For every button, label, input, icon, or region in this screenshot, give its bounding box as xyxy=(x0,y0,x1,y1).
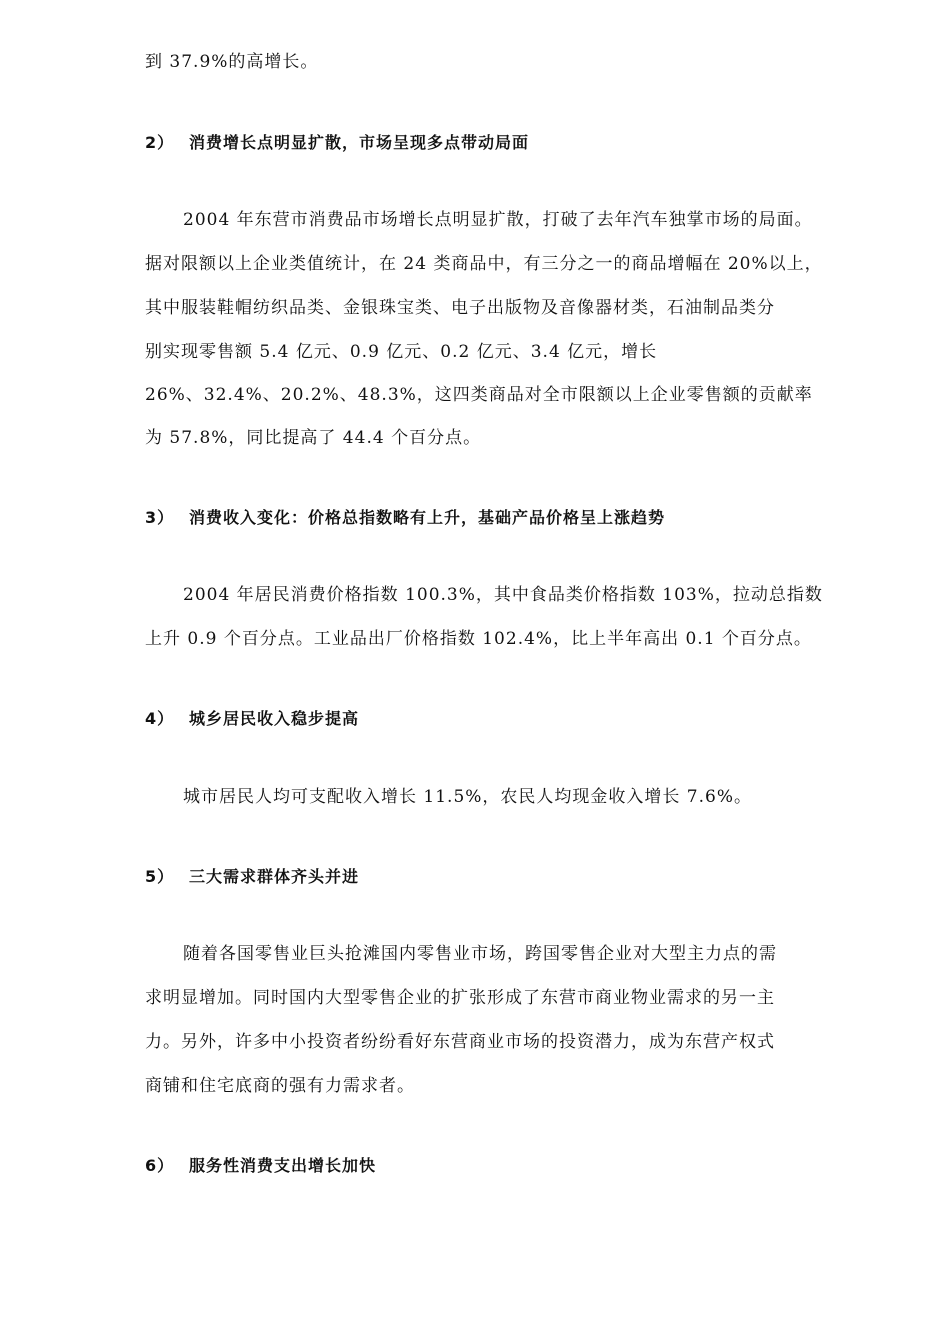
section-heading-3 xyxy=(145,506,665,530)
paragraph-line: 26%、32.4%、20.2%、48.3%，这四类商品对全市限额以上企业零售额的贡献率 xyxy=(145,385,813,405)
section-title: 消费增长点明显扩散，市场呈现多点带动局面 xyxy=(189,133,530,152)
section-number: 2） xyxy=(145,133,175,152)
section-title: 消费收入变化：价格总指数略有上升，基础产品价格呈上涨趋势 xyxy=(189,508,666,527)
section-heading-4 xyxy=(145,707,359,731)
paragraph-line: 为 57.8%，同比提高了 44.4 个百分点。 xyxy=(145,428,482,448)
section-title: 三大需求群体齐头并进 xyxy=(189,867,360,886)
paragraph-line: 城市居民人均可支配收入增长 11.5%，农民人均现金收入增长 7.6%。 xyxy=(183,787,753,807)
section-number: 5） xyxy=(145,867,175,886)
section-number: 6） xyxy=(145,1156,175,1175)
intro-line: 到 37.9%的高增长。 xyxy=(145,52,319,72)
section-heading-5 xyxy=(145,865,359,889)
paragraph-line: 其中服装鞋帽纺织品类、金银珠宝类、电子出版物及音像器材类，石油制品类分 xyxy=(145,298,775,318)
paragraph-line: 上升 0.9 个百分点。工业品出厂价格指数 102.4%，比上半年高出 0.1 个百分点。 xyxy=(145,629,812,649)
paragraph-line: 求明显增加。同时国内大型零售企业的扩张形成了东营市商业物业需求的另一主 xyxy=(145,988,775,1008)
paragraph-line: 据对限额以上企业类值统计，在 24 类商品中，有三分之一的商品增幅在 20%以上， xyxy=(145,254,823,274)
section-title: 城乡居民收入稳步提高 xyxy=(189,709,360,728)
paragraph-line: 力。另外，许多中小投资者纷纷看好东营商业市场的投资潜力，成为东营产权式 xyxy=(145,1032,775,1052)
section-number: 4） xyxy=(145,709,175,728)
section-number: 3） xyxy=(145,508,175,527)
paragraph-line: 商铺和住宅底商的强有力需求者。 xyxy=(145,1076,415,1096)
paragraph-line: 随着各国零售业巨头抢滩国内零售业市场，跨国零售企业对大型主力点的需 xyxy=(183,944,777,964)
paragraph-line: 2004 年东营市消费品市场增长点明显扩散，打破了去年汽车独掌市场的局面。 xyxy=(183,210,813,230)
paragraph-line: 2004 年居民消费价格指数 100.3%，其中食品类价格指数 103%，拉动总指数 xyxy=(183,585,823,605)
section-heading-2 xyxy=(145,131,529,155)
section-heading-6 xyxy=(145,1154,376,1178)
paragraph-line: 别实现零售额 5.4 亿元、0.9 亿元、0.2 亿元、3.4 亿元，增长 xyxy=(145,342,658,362)
section-title: 服务性消费支出增长加快 xyxy=(189,1156,377,1175)
